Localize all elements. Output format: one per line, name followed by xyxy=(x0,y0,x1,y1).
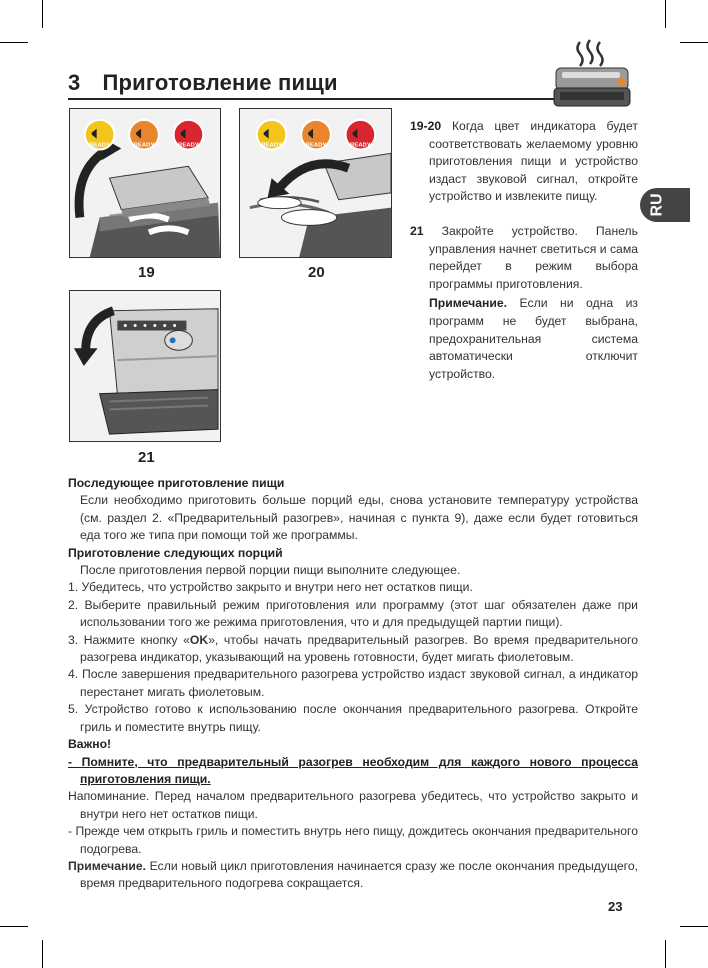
grill-heat-icon xyxy=(550,38,634,112)
crop-mark xyxy=(665,940,666,968)
crop-mark xyxy=(665,0,666,28)
wait-text: - Прежде чем открыть гриль и поместить внутрь него пищу, дождитесь окончания предварительного подогрева. xyxy=(68,824,638,856)
crop-mark xyxy=(680,42,708,43)
step-19-20-number: 19-20 xyxy=(410,119,442,133)
crop-mark xyxy=(42,940,43,968)
section-heading xyxy=(68,70,548,96)
figure-21-label: 21 xyxy=(138,449,155,466)
final-note-text: Если новый цикл приготовления начинается сразу же после окончания предыдущего, время предварительного подогрева сокращается. xyxy=(80,858,638,891)
figure-19 xyxy=(69,108,221,258)
crop-mark xyxy=(0,42,28,43)
important-text: - Помните, что предварительный разогрев необходим для каждого нового процесса приготовления пищи. xyxy=(68,754,638,786)
figure-20 xyxy=(239,108,392,258)
figure-20-label: 20 xyxy=(308,264,325,281)
figure-19-label: 19 xyxy=(138,264,155,281)
list-item-1: 1. Убедитесь, что устройство закрыто и внутри него нет остатков пищи. xyxy=(68,580,473,595)
crop-mark xyxy=(42,0,43,28)
list-item-5: 5. Устройство готово к использованию после окончания предварительного разогрева. Откройте гриль и поместите внутрь пищу. xyxy=(68,702,638,734)
ready-label: READY xyxy=(178,142,199,149)
ready-indicators xyxy=(85,120,203,150)
list-item-3: 3. Нажмите кнопку «OK», чтобы начать предварительный разогрев. Во время предварительного разогрева индикатор, указывающий на уровень готовности, будет мигать фиолетовым. xyxy=(68,632,638,665)
subsequent-heading: Последующее приготовление пищи xyxy=(68,476,285,490)
language-tab: RU xyxy=(640,188,690,222)
step-19-20 xyxy=(410,118,638,206)
ready-label: READY xyxy=(305,142,327,149)
list-item-4: 4. После завершения предварительного разогрева устройство издаст звуковой сигнал, а индикатор перестанет мигать фиолетовым. xyxy=(68,667,638,699)
next-portions-heading: Приготовление следующих порций xyxy=(68,545,283,560)
subsequent-text: Если необходимо приготовить больше порций еды, снова установите температуру устройства (см. раздел 2. «Предварительный разогрев», начиная с пункта 9), даже если будет готовиться еда того же типа при помощи той же программы. xyxy=(80,493,638,543)
section-title: Приготовление пищи xyxy=(102,70,338,95)
reminder-text: Напоминание. Перед началом предварительного разогрева убедитесь, что устройство закрыто и внутри него нет остатков пищи. xyxy=(68,789,638,821)
ready-label: READY xyxy=(133,142,155,149)
crop-mark xyxy=(0,926,28,927)
note-text: Если ни одна из программ не будет выбрана, предохранительная система автоматически отключит устройство. xyxy=(429,296,638,381)
note-label: Примечание. xyxy=(429,296,508,311)
ready-label: READY xyxy=(261,142,282,149)
figure-21 xyxy=(69,290,221,442)
crop-mark xyxy=(680,926,708,927)
step-21 xyxy=(410,223,638,293)
page-number: 23 xyxy=(608,899,623,914)
step-descriptions xyxy=(410,118,638,383)
step-21-text: Закройте устройство. Панель управления начнет светиться и сама перейдет в режим выбора программы приготовления. xyxy=(429,223,639,291)
step-21-note xyxy=(410,295,638,383)
ready-label: READY xyxy=(350,142,371,149)
ok-button-label: OK xyxy=(189,632,209,647)
important-heading: Важно! xyxy=(68,737,112,752)
final-note xyxy=(68,858,638,893)
section-number: 3 xyxy=(68,70,81,95)
list-item-2: 2. Выберите правильный режим приготовления или программу (этот шаг обязателен даже при использовании того же режима приготовления, что и для предыдущей партии пищи). xyxy=(68,597,638,630)
next-portions-intro: После приготовления первой порции пищи выполните следующее. xyxy=(80,563,461,578)
step-19-20-text: Когда цвет индикатора будет соответствовать желаемому уровню приготовления пищи и устройство издаст звуковой сигнал, откройте устройство и извлеките пищу. xyxy=(429,119,638,204)
title-rule xyxy=(68,98,616,100)
step-21-number: 21 xyxy=(410,223,424,238)
final-note-label: Примечание. xyxy=(68,858,147,873)
main-text xyxy=(68,475,638,893)
ready-label: READY xyxy=(89,142,110,149)
